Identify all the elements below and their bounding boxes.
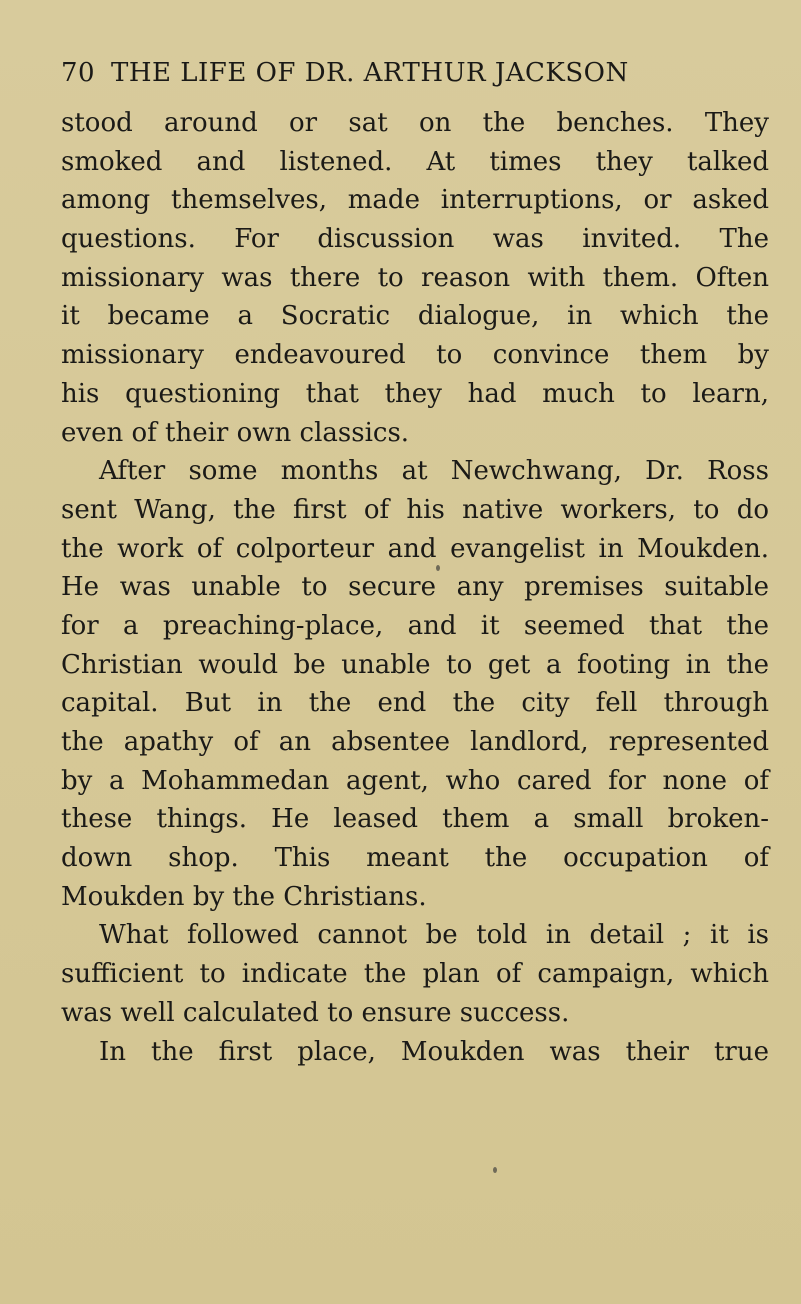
text-line: Moukden by the Christians. <box>61 881 427 912</box>
text-line: After some months at Newchwang, Dr. Ross <box>99 456 769 487</box>
text-line: sent Wang, the first of his native workers, to do <box>61 494 769 525</box>
text-line: the work of colporteur and evangelist in Moukden. <box>61 533 769 564</box>
text-line: for a preaching-place, and it seemed that the <box>61 610 769 641</box>
text-line: Christian would be unable to get a footing in the <box>61 649 769 680</box>
text-line: In the first place, Moukden was their true <box>99 1036 769 1067</box>
text-line: What followed cannot be told in detail ; it is <box>99 920 769 951</box>
body-text <box>61 104 769 1071</box>
text-line: was well calculated to ensure success. <box>61 997 570 1028</box>
paper-speck <box>436 565 440 571</box>
text-line: stood around or sat on the benches. They <box>61 108 769 138</box>
text-line: missionary was there to reason with them. Often <box>61 262 769 293</box>
text-line: capital. But in the end the city fell through <box>61 688 769 719</box>
text-line: questions. For discussion was invited. The <box>61 224 769 255</box>
text-line: even of their own classics. <box>61 417 410 448</box>
book-title: THE LIFE OF DR. ARTHUR JACKSON <box>111 58 629 88</box>
text-line: it became a Socratic dialogue, in which the <box>61 301 769 332</box>
text-line: down shop. This meant the occupation of <box>61 843 769 874</box>
text-line: sufficient to indicate the plan of campaign, which <box>61 959 769 990</box>
text-line: He was unable to secure any premises suitable <box>61 572 769 603</box>
text-line: his questioning that they had much to learn, <box>61 378 769 409</box>
text-line: these things. He leased them a small broken- <box>61 804 769 835</box>
text-line: missionary endeavoured to convince them by <box>61 340 769 371</box>
text-line: among themselves, made interruptions, or asked <box>61 185 769 216</box>
paper-speck <box>493 1167 497 1173</box>
text-line: by a Mohammedan agent, who cared for none of <box>61 765 769 796</box>
page-number: 70 <box>61 58 96 88</box>
text-line: the apathy of an absentee landlord, represented <box>61 727 769 757</box>
running-head <box>61 58 751 88</box>
text-line: smoked and listened. At times they talked <box>61 146 769 177</box>
